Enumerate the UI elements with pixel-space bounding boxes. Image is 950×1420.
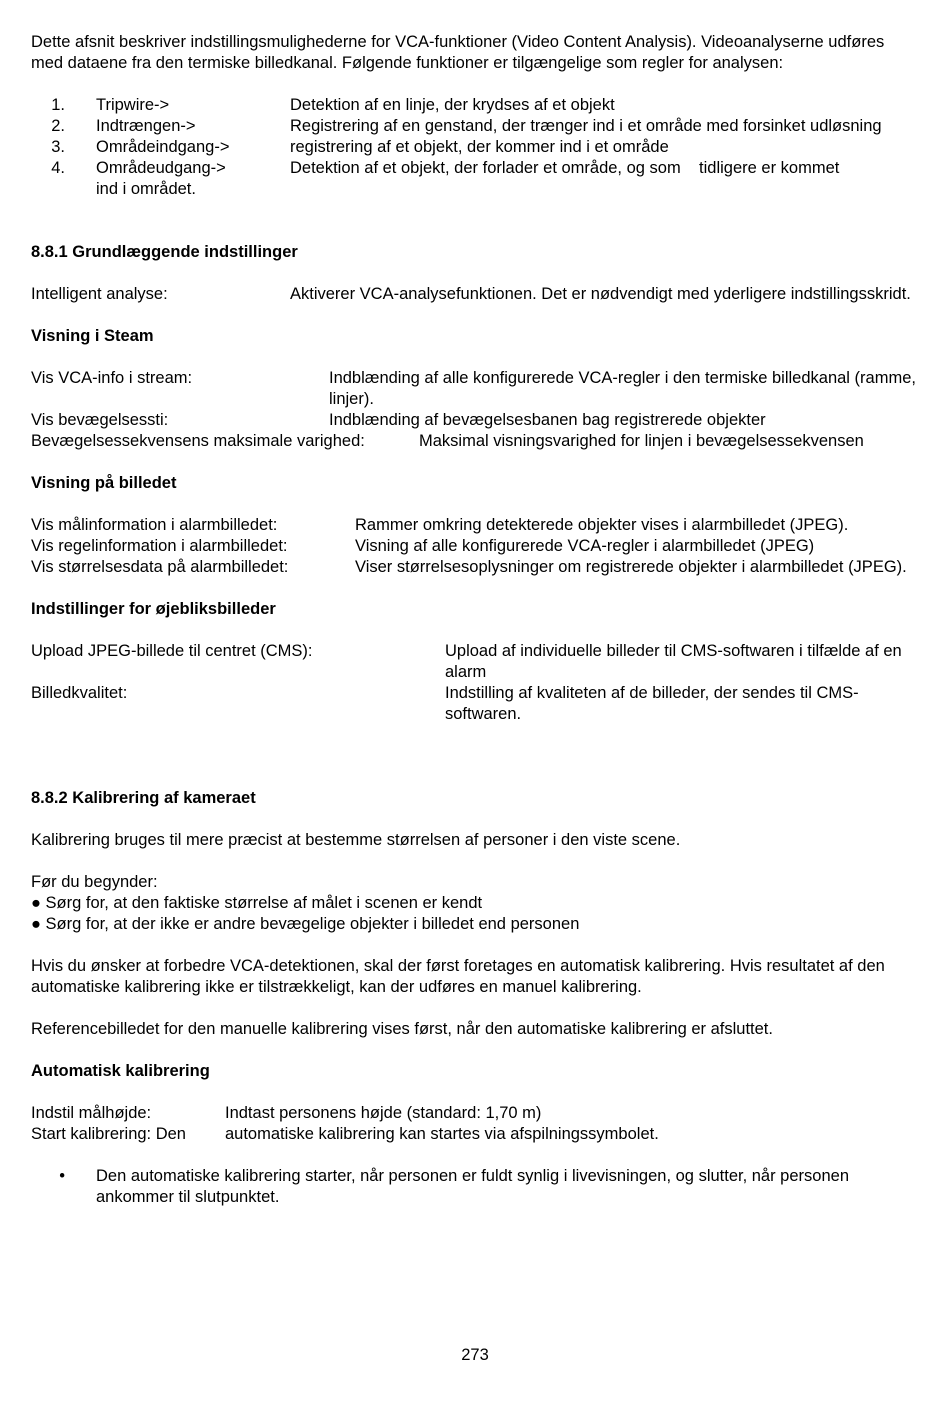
- setting-desc: Indblænding af alle konfigurerede VCA-regler i den termiske billedkanal (ramme, linjer).: [329, 369, 916, 408]
- function-name: Områdeindgang->: [96, 138, 230, 156]
- calibration-paragraph: Referencebilledet for den manuelle kalibrering vises først, når den automatiske kalibrering er afsluttet.: [31, 1020, 773, 1038]
- setting-label: Bevægelsessekvensens maksimale varighed:: [31, 432, 365, 450]
- setting-desc: Maksimal visningsvarighed for linjen i bevægelsessekvensen: [419, 432, 864, 450]
- setting-desc: Aktiverer VCA-analysefunktionen. Det er nødvendigt med yderligere indstillingsskridt.: [290, 285, 911, 303]
- setting-row: [31, 431, 916, 452]
- list-item: [31, 1166, 916, 1208]
- setting-row: [31, 1124, 916, 1145]
- list-item: [31, 95, 916, 116]
- setting-label: Upload JPEG-billede til centret (CMS):: [31, 642, 313, 660]
- document-page: [31, 32, 916, 1208]
- function-list: [31, 95, 916, 200]
- setting-desc: Indstilling af kvaliteten af de billeder, der sendes til CMS-softwaren.: [445, 684, 859, 723]
- setting-desc: Indtast personens højde (standard: 1,70 m): [225, 1104, 542, 1122]
- setting-label: Vis regelinformation i alarmbilledet:: [31, 537, 288, 555]
- function-desc: Detektion af et objekt, der forlader et område, og som tidligere er kommet: [290, 159, 840, 177]
- setting-row: [31, 641, 916, 683]
- intro-paragraph: Dette afsnit beskriver indstillingsmulighederne for VCA-funktioner (Video Content Analysis). Videoanalyserne udføres med dataene fra den termiske billedkanal. Følgende funktioner er tilgængelige som regler for analysen:: [31, 33, 885, 72]
- setting-row: [31, 1103, 916, 1124]
- before-you-begin: Før du begynder:: [31, 873, 158, 891]
- list-number: 2.: [51, 117, 65, 135]
- section-heading-881: 8.8.1 Grundlæggende indstillinger: [31, 243, 298, 261]
- setting-row: [31, 410, 916, 431]
- setting-row: [31, 515, 916, 536]
- setting-label: Vis størrelsesdata på alarmbilledet:: [31, 558, 289, 576]
- function-desc: Registrering af en genstand, der trænger ind i et område med forsinket udløsning: [290, 117, 882, 135]
- setting-row: [31, 368, 916, 410]
- setting-desc: Indblænding af bevægelsesbanen bag registrerede objekter: [329, 411, 766, 429]
- setting-label: Vis målinformation i alarmbilledet:: [31, 516, 278, 534]
- function-desc: Detektion af en linje, der krydses af et objekt: [290, 96, 615, 114]
- setting-label: Start kalibrering: Den: [31, 1125, 186, 1143]
- list-item: [31, 158, 916, 179]
- setting-row: [31, 536, 916, 557]
- page-number: 273: [461, 1346, 489, 1364]
- list-item: [31, 116, 916, 137]
- setting-desc: automatiske kalibrering kan startes via afspilningssymbolet.: [225, 1125, 659, 1143]
- list-number: 4.: [51, 159, 65, 177]
- setting-label: Billedkvalitet:: [31, 684, 128, 702]
- subheading-stream: Visning i Steam: [31, 327, 154, 345]
- setting-label: Intelligent analyse:: [31, 285, 168, 303]
- section-heading-882: 8.8.2 Kalibrering af kameraet: [31, 789, 256, 807]
- function-desc: registrering af et objekt, der kommer ind i et område: [290, 138, 669, 156]
- setting-row: [31, 284, 916, 305]
- setting-desc: Rammer omkring detekterede objekter vises i alarmbilledet (JPEG).: [355, 516, 849, 534]
- subheading-snapshot: Indstillinger for øjebliksbilleder: [31, 600, 276, 618]
- setting-row: [31, 683, 916, 725]
- list-item: ● Sørg for, at der ikke er andre bevægelige objekter i billedet end personen: [31, 915, 580, 933]
- list-number: 3.: [51, 138, 65, 156]
- subheading-image: Visning på billedet: [31, 474, 177, 492]
- function-name: Tripwire->: [96, 96, 170, 114]
- setting-row: [31, 557, 916, 578]
- setting-desc: Viser størrelsesoplysninger om registrerede objekter i alarmbilledet (JPEG).: [355, 558, 907, 576]
- setting-desc: Upload af individuelle billeder til CMS-softwaren i tilfælde af en alarm: [445, 642, 902, 681]
- list-item: [31, 137, 916, 158]
- bullet-mark: •: [59, 1167, 65, 1185]
- setting-label: Vis VCA-info i stream:: [31, 369, 193, 387]
- function-name: Indtrængen->: [96, 117, 196, 135]
- setting-desc: Visning af alle konfigurerede VCA-regler i alarmbilledet (JPEG): [355, 537, 815, 555]
- bullet-text: Den automatiske kalibrering starter, når personen er fuldt synlig i livevisningen, og slutter, når personen ankommer til slutpunktet.: [96, 1167, 849, 1206]
- list-number: 1.: [51, 96, 65, 114]
- calibration-paragraph: Kalibrering bruges til mere præcist at bestemme størrelsen af personer i den viste scene.: [31, 831, 681, 849]
- list-item: ● Sørg for, at den faktiske størrelse af målet i scenen er kendt: [31, 894, 483, 912]
- function-desc-continuation: ind i området.: [96, 180, 196, 198]
- setting-label: Vis bevægelsessti:: [31, 411, 169, 429]
- setting-label: Indstil målhøjde:: [31, 1104, 152, 1122]
- function-name: Områdeudgang->: [96, 159, 226, 177]
- calibration-paragraph: Hvis du ønsker at forbedre VCA-detektionen, skal der først foretages en automatisk kalibrering. Hvis resultatet af den automatiske kalibrering ikke er tilstrækkeligt, kan der udføres en manuel kalibrering.: [31, 957, 885, 996]
- subheading-auto-calibration: Automatisk kalibrering: [31, 1062, 210, 1080]
